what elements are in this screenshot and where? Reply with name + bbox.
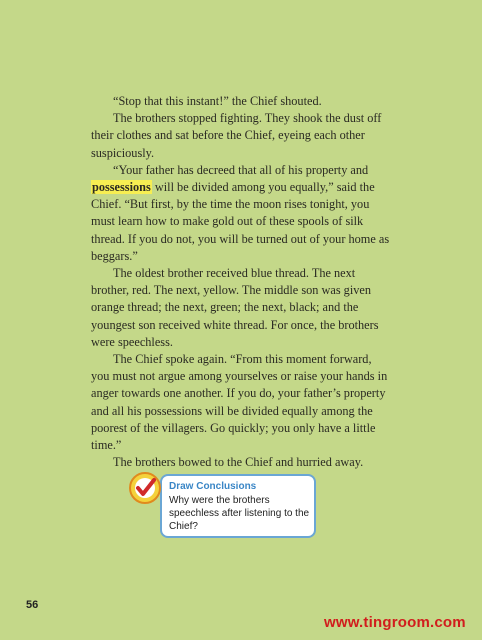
checkmark-badge-icon <box>128 471 162 505</box>
callout-title: Draw Conclusions <box>169 481 257 492</box>
paragraph-3-end: will be divided among you equally,” said the Chief. “But first, by the time the moon rises tonight, you must learn how to make gold out of these spools of silk thread. If you do not, you will be turned out of your home as beggars.” <box>91 180 390 263</box>
paragraph-6: The brothers bowed to the Chief and hurried away. <box>113 455 364 470</box>
paragraph-1: “Stop that this instant!” the Chief shouted. <box>113 94 322 108</box>
watermark: www.tingroom.com <box>324 614 466 631</box>
paragraph-5: The Chief spoke again. “From this moment forward, you must not argue among yourselves or raise your hands in anger towards one another. If you do, your father’s property and all his possessions will be divided equally among the poorest of the villagers. Go quickly; you only have a little time.” <box>91 352 388 453</box>
paragraph-3 <box>91 162 391 265</box>
vocabulary-highlight: possessions <box>92 180 151 195</box>
paragraph-3-start: “Your father has decreed that all of his property and <box>113 162 369 177</box>
story-text <box>91 93 391 471</box>
callout-question: Why were the brothers speechless after listening to the Chief? <box>169 495 310 532</box>
page-number: 56 <box>26 599 39 611</box>
paragraph-4: The oldest brother received blue thread. The next brother, red. The next, yellow. The middle son was given orange thread; the next, green; the next, black; and the youngest son received white thread. For once, the brothers were speechless. <box>91 266 379 349</box>
draw-conclusions-callout <box>160 474 316 538</box>
paragraph-2: The brothers stopped fighting. They shook the dust off their clothes and sat before the Chief, eyeing each other suspiciously. <box>91 111 382 160</box>
